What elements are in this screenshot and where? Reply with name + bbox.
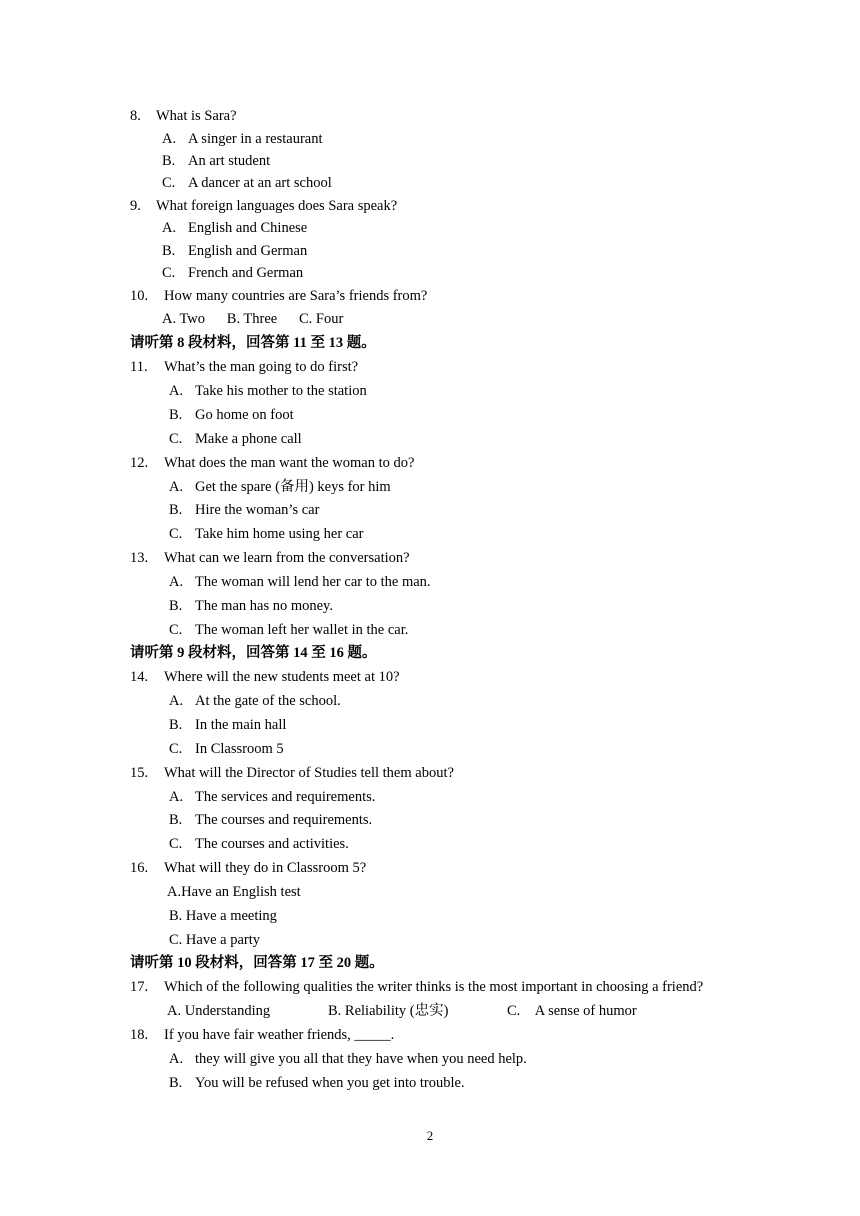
option-letter: C. xyxy=(169,431,183,447)
option-letter: B. xyxy=(169,502,183,518)
option-letter: C. xyxy=(169,741,183,757)
option-c xyxy=(169,740,284,758)
option-text: Take his mother to the station xyxy=(195,383,367,399)
option-text: The services and requirements. xyxy=(195,789,376,805)
question-text: If you have fair weather friends, _____. xyxy=(164,1027,395,1043)
option-letter: C. xyxy=(169,622,183,638)
option-a xyxy=(169,382,367,400)
question-12 xyxy=(130,454,414,472)
option-c xyxy=(169,835,349,853)
question-number: 10. xyxy=(130,288,149,304)
question-text: Where will the new students meet at 10? xyxy=(164,669,400,685)
option-b xyxy=(169,501,319,519)
option-letter: B. xyxy=(169,717,183,733)
question-14 xyxy=(130,668,400,686)
option-letter: C. xyxy=(169,836,183,852)
option-letter: A. xyxy=(169,1051,184,1067)
option-letter: B. xyxy=(169,1075,183,1091)
question-number: 16. xyxy=(130,860,149,876)
option-c: C. Have a party xyxy=(169,932,260,948)
question-number: 14. xyxy=(130,669,149,685)
section-heading: 请听第 8 段材料，回答第 11 至 13 题。 xyxy=(130,335,376,351)
option-text: In the main hall xyxy=(195,717,287,733)
option-a xyxy=(169,692,341,710)
option-letter: B. xyxy=(169,812,183,828)
question-number: 11. xyxy=(130,359,148,375)
option-b xyxy=(169,597,333,615)
question-text: What’s the man going to do first? xyxy=(164,359,359,375)
question-text: What foreign languages does Sara speak? xyxy=(156,198,398,214)
question-8 xyxy=(130,107,237,125)
option-letter: B. xyxy=(162,243,176,259)
option-text: At the gate of the school. xyxy=(195,693,341,709)
question-text: What is Sara? xyxy=(156,108,237,124)
question-text: What will they do in Classroom 5? xyxy=(164,860,367,876)
option-b xyxy=(169,1074,465,1092)
question-number: 13. xyxy=(130,550,149,566)
question-13 xyxy=(130,549,410,567)
option-letter: A. xyxy=(169,479,184,495)
option-text: A dancer at an art school xyxy=(188,175,332,191)
option-text: English and German xyxy=(188,243,308,259)
section-heading: 请听第 10 段材料，回答第 17 至 20 题。 xyxy=(130,955,384,971)
question-17 xyxy=(130,978,703,996)
option-letter: C. xyxy=(162,265,176,281)
question-number: 17. xyxy=(130,979,149,995)
option-text: Get the spare (备用) keys for him xyxy=(195,479,391,495)
question-number: 9. xyxy=(130,198,141,214)
question-11 xyxy=(130,358,358,376)
option-c xyxy=(169,621,408,639)
option-letter: A. xyxy=(169,789,184,805)
option-letter: A. xyxy=(169,693,184,709)
option-text: Take him home using her car xyxy=(195,526,364,542)
option-a xyxy=(169,478,391,496)
option-text: In Classroom 5 xyxy=(195,741,284,757)
question-number: 18. xyxy=(130,1027,149,1043)
question-text: What will the Director of Studies tell them about? xyxy=(164,765,454,781)
question-number: 15. xyxy=(130,765,149,781)
option-letter: A. xyxy=(169,383,184,399)
option-text: Make a phone call xyxy=(195,431,302,447)
option-text: English and Chinese xyxy=(188,220,308,236)
option-letter: C. xyxy=(169,526,183,542)
option-text: The man has no money. xyxy=(195,598,333,614)
question-18 xyxy=(130,1026,394,1044)
option-b xyxy=(162,152,270,170)
question-9 xyxy=(130,197,397,215)
option-a xyxy=(169,788,375,806)
question-15 xyxy=(130,764,454,782)
question-number: 12. xyxy=(130,455,149,471)
page-number: 2 xyxy=(426,1128,434,1143)
option-a xyxy=(162,219,307,237)
section-heading: 请听第 9 段材料，回答第 14 至 16 题。 xyxy=(130,645,377,661)
option-c xyxy=(169,525,364,543)
question-16 xyxy=(130,859,366,877)
option-c xyxy=(162,264,303,282)
option-b: B. Reliability (忠实) xyxy=(328,1003,449,1019)
option-letter: B. xyxy=(169,407,183,423)
option-letter: B. xyxy=(169,598,183,614)
question-text: What can we learn from the conversation? xyxy=(164,550,410,566)
option-text: Hire the woman’s car xyxy=(195,502,320,518)
option-letter: A. xyxy=(169,574,184,590)
option-b xyxy=(169,811,372,829)
option-text: The courses and activities. xyxy=(195,836,349,852)
option-text: A singer in a restaurant xyxy=(188,131,323,147)
option-letter: B. xyxy=(162,153,176,169)
option-text: The woman will lend her car to the man. xyxy=(195,574,431,590)
question-text: How many countries are Sara’s friends from? xyxy=(164,288,428,304)
option-b xyxy=(169,406,294,424)
option-b xyxy=(169,716,286,734)
option-b: B. Have a meeting xyxy=(169,908,277,924)
option-a xyxy=(169,573,431,591)
option-a xyxy=(169,1050,527,1068)
option-letter: C. xyxy=(162,175,176,191)
option-c: C. A sense of humor xyxy=(507,1003,637,1019)
question-number: 8. xyxy=(130,108,141,124)
question-10 xyxy=(130,287,427,305)
option-a xyxy=(162,130,323,148)
option-letter: A. xyxy=(162,220,177,236)
option-c xyxy=(162,174,332,192)
option-text: The woman left her wallet in the car. xyxy=(195,622,409,638)
option-text: You will be refused when you get into trouble. xyxy=(195,1075,465,1091)
option-letter: A. xyxy=(162,131,177,147)
options-inline: A. Two B. Three C. Four xyxy=(162,311,344,327)
option-a: A. Understanding xyxy=(167,1003,271,1019)
option-text: An art student xyxy=(188,153,271,169)
option-text: Go home on foot xyxy=(195,407,294,423)
option-b xyxy=(162,242,307,260)
option-c xyxy=(169,430,302,448)
option-a: A.Have an English test xyxy=(167,884,301,900)
option-text: they will give you all that they have when you need help. xyxy=(195,1051,527,1067)
question-text: What does the man want the woman to do? xyxy=(164,455,415,471)
option-text: The courses and requirements. xyxy=(195,812,373,828)
option-text: French and German xyxy=(188,265,304,281)
question-text: Which of the following qualities the writer thinks is the most important in choosing a friend? xyxy=(164,979,704,995)
